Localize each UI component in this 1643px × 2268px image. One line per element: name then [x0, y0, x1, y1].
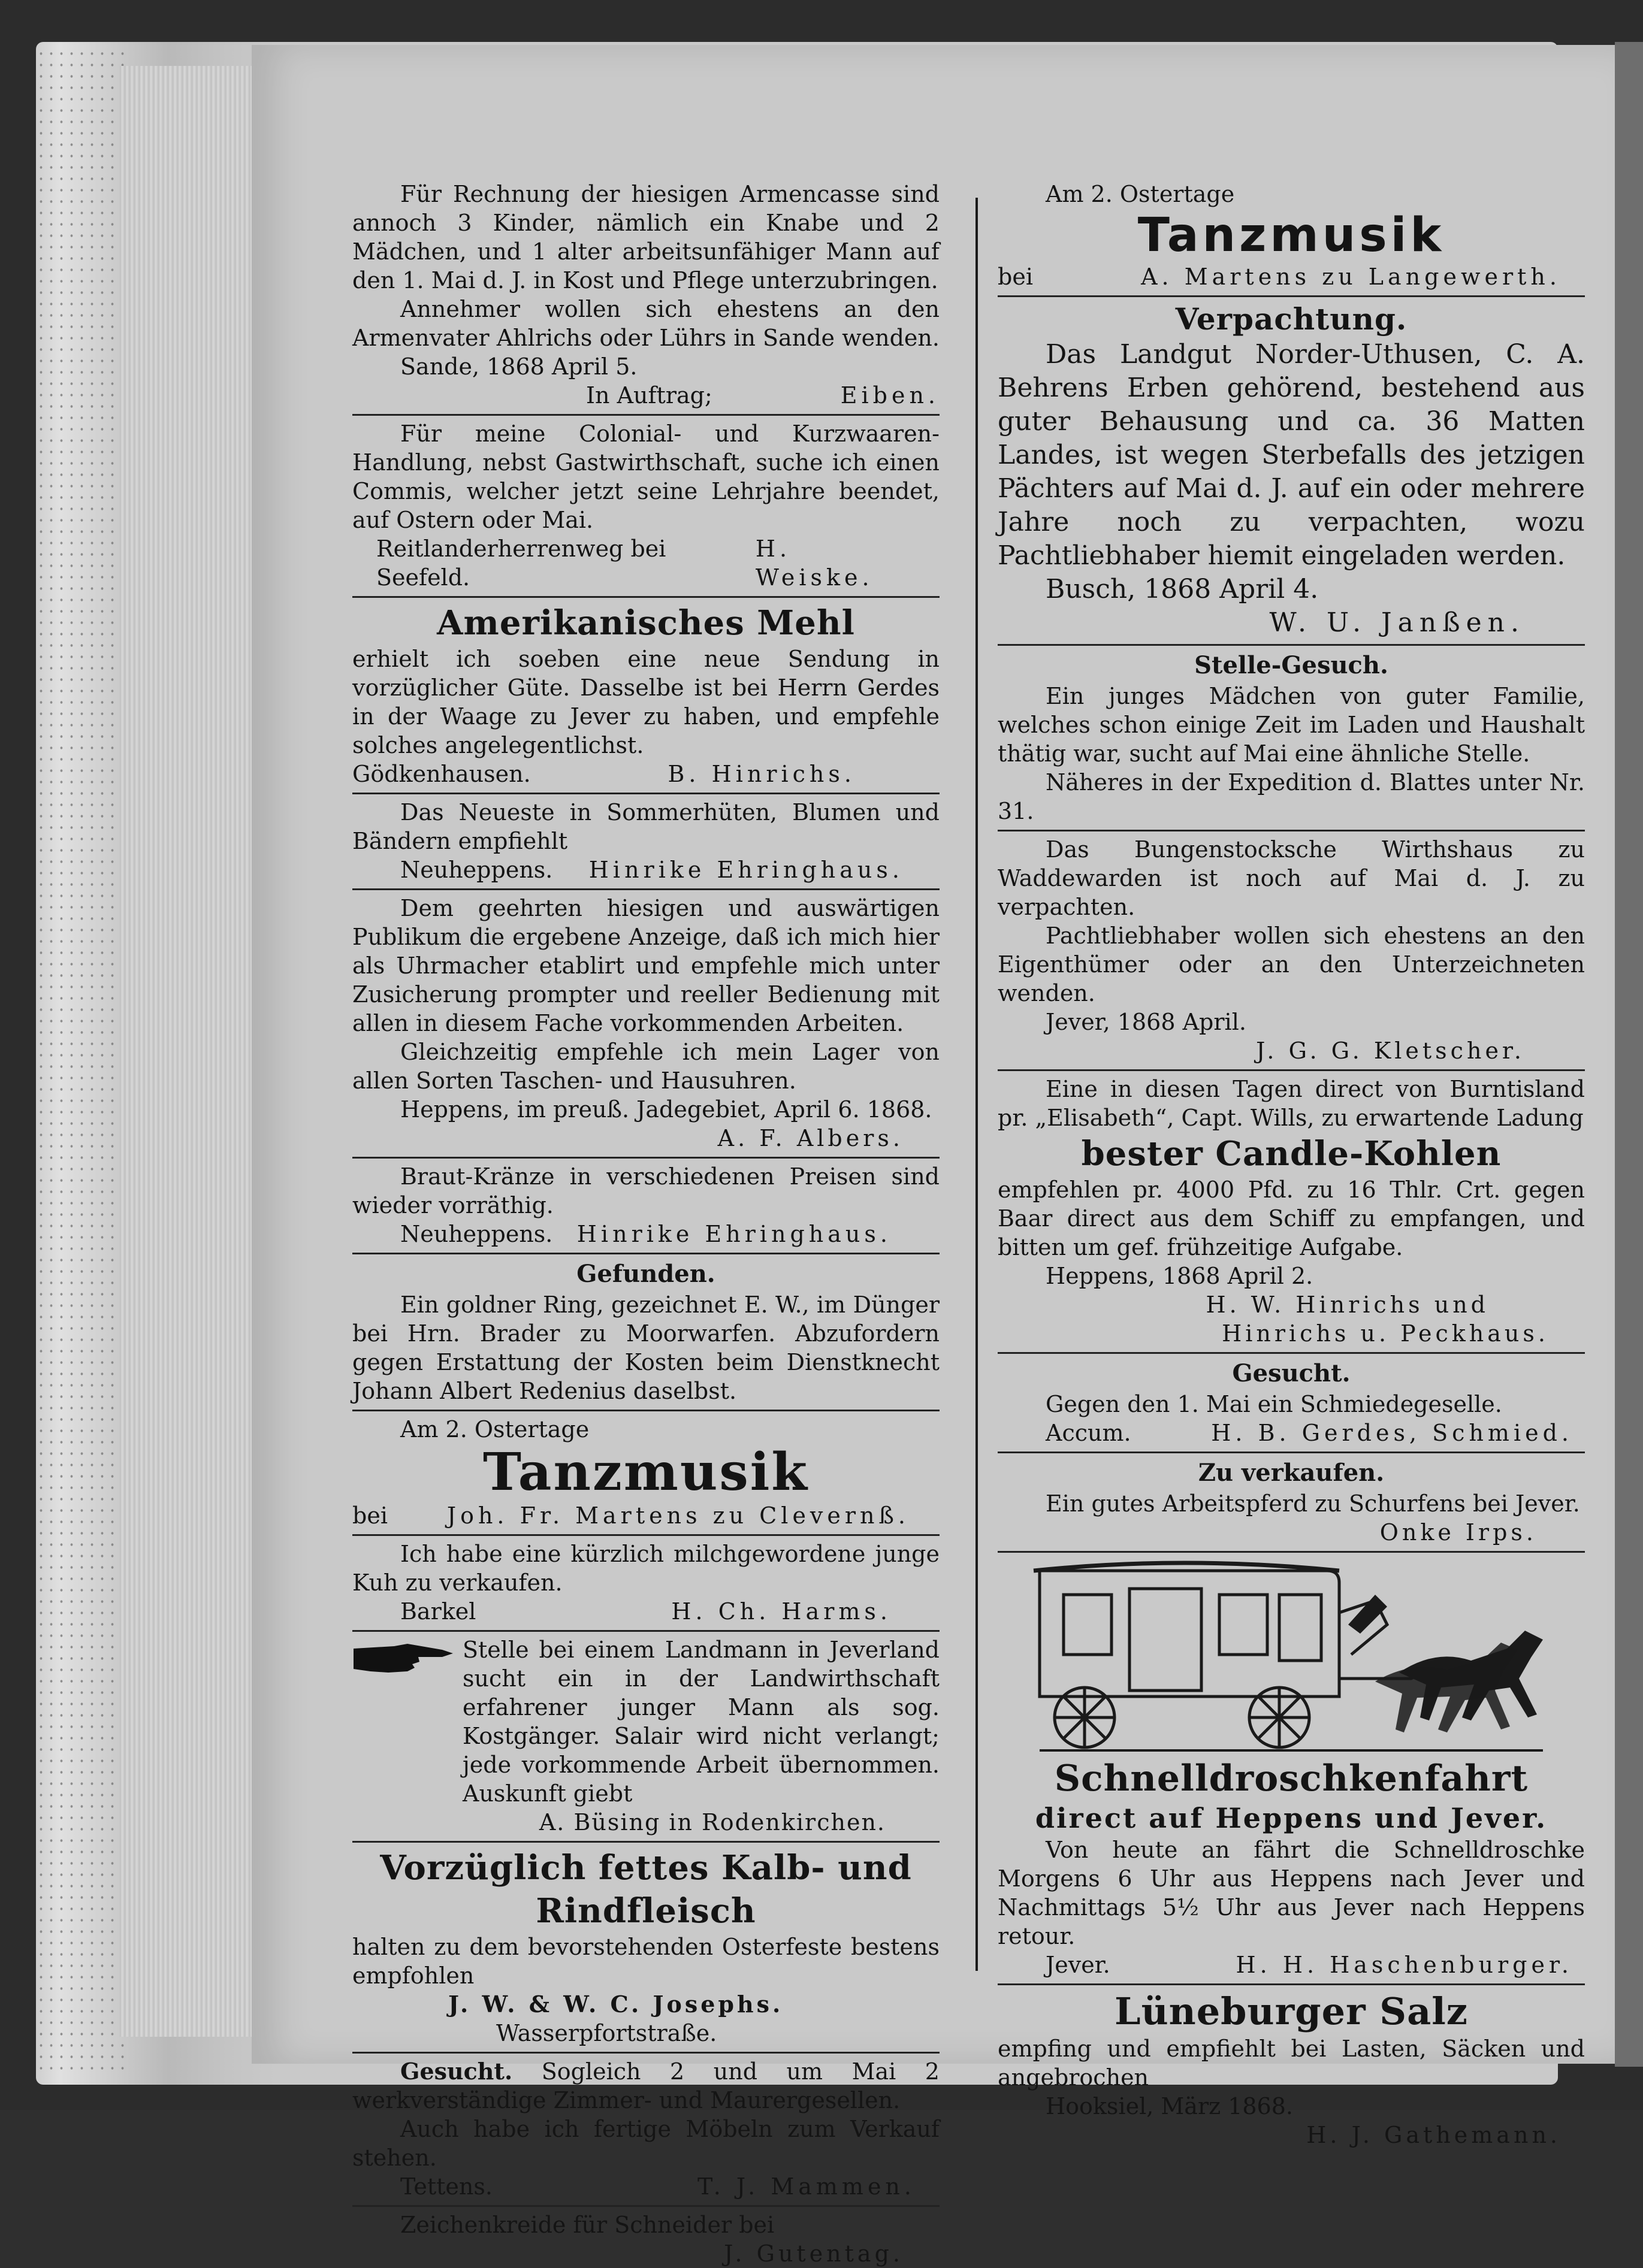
ad-heading: Gesucht.: [400, 2058, 513, 2085]
ad-rindfleisch: [352, 1846, 940, 2048]
ad-subheading: direct auf Heppens und Jever.: [1035, 1802, 1548, 1834]
ad-text: erhielt ich soeben eine neue Sendung in vorzüglicher Güte. Dasselbe ist bei Herrn Gerdes in der Waage zu Jever zu haben, und empfehle solches angelegentlichst.: [352, 646, 940, 758]
separator-rule: [352, 793, 940, 794]
ad-text: [352, 2057, 940, 2115]
ad-schnelldroschkenfahrt: [998, 1559, 1585, 1979]
ad-place: Reitlanderherrenweg bei Seefeld.: [376, 536, 666, 591]
ad-heading: Tanzmusik: [1137, 208, 1445, 262]
ad-text: Ein goldner Ring, gezeichnet E. W., im Dünger bei Hrn. Brader zu Moorwarfen. Abzufordern gegen Erstattung der Kosten beim Dienstknecht Johann Albert Redenius daselbst.: [352, 1292, 940, 1404]
separator-rule: [352, 2052, 940, 2054]
ad-sommerhuete: [352, 798, 940, 884]
ad-place: Barkel: [400, 1598, 476, 1625]
ad-signature-row: [352, 381, 940, 410]
ad-text: Gegen den 1. Mai ein Schmiedegeselle.: [1046, 1391, 1502, 1417]
separator-rule: [998, 1451, 1585, 1453]
ad-text: Auch habe ich fertige Möbeln zum Verkauf stehen.: [352, 2116, 940, 2171]
ad-text: Für meine Colonial- und Kurzwaaren-Handlung, nebst Gastwirthschaft, suche ich einen Commis, welcher jetzt seine Lehrjahre beendet, auf Ostern oder Mai.: [352, 421, 940, 533]
signature: J. G. G. Kletscher.: [1256, 1038, 1525, 1064]
ad-date: Heppens, 1868 April 2.: [1046, 1263, 1313, 1289]
ad-date: Sande, 1868 April 5.: [400, 353, 638, 380]
ad-text: Braut-Kränze in verschiedenen Preisen sind wieder vorräthig.: [352, 1163, 940, 1218]
separator-rule: [352, 2205, 940, 2207]
ad-host-row: [998, 262, 1585, 291]
ad-text: Annehmer wollen sich ehestens an den Armenvater Ahlrichs oder Lührs in Sande wenden.: [352, 296, 940, 351]
ad-armencasse: [352, 180, 940, 410]
separator-rule: [998, 830, 1585, 831]
separator-rule: [352, 596, 940, 598]
horse-carriage-illustration: [1016, 1559, 1567, 1756]
ad-signature-row: [352, 534, 940, 592]
ad-text: Eine in diesen Tagen direct von Burntisland pr. „Elisabeth“, Capt. Wills, zu erwartende Ladung: [998, 1076, 1585, 1131]
book-right-edge: [1615, 42, 1643, 2067]
separator-rule: [352, 1841, 940, 1843]
ad-kuh: [352, 1540, 940, 1626]
signature: Hinrike Ehringhaus.: [588, 857, 904, 883]
ad-commis: [352, 419, 940, 592]
ad-signature-row: [998, 1419, 1585, 1447]
separator-rule: [352, 888, 940, 890]
separator-rule: [352, 1157, 940, 1159]
separator-rule: [352, 414, 940, 416]
ad-text: Von heute an fährt die Schnelldroschke Morgens 6 Uhr aus Heppens nach Jever und Nachmittags 5½ Uhr aus Jever nach Heppens retour.: [998, 1837, 1585, 1949]
ad-pretext: Am 2. Ostertage: [400, 1416, 590, 1443]
ad-text: Das Neueste in Sommerhüten, Blumen und Bändern empfiehlt: [352, 799, 940, 854]
ad-tanzmusik-langewerth: [998, 180, 1585, 291]
ad-signature-row: [352, 855, 940, 884]
ad-heading: Verpachtung.: [1175, 301, 1408, 337]
ad-kostgaenger: [352, 1635, 940, 1837]
host-name: Joh. Fr. Martens zu Clevernß.: [446, 1502, 910, 1529]
pointing-hand-icon: [352, 1640, 454, 1676]
ad-verpachtung: [998, 301, 1585, 640]
ad-text: Ich habe eine kürzlich milchgewordene junge Kuh zu verkaufen.: [352, 1541, 940, 1596]
ad-lueneburger-salz: [998, 1989, 1585, 2149]
ad-heading: Zu verkaufen.: [1198, 1459, 1385, 1487]
ad-text: empfehlen pr. 4000 Pfd. zu 16 Thlr. Crt. gegen Baar direct aus dem Schiff zu empfangen, und bitten um gef. frühzeitige Aufgabe.: [998, 1177, 1585, 1260]
ad-date: Jever, 1868 April.: [1046, 1009, 1246, 1035]
separator-rule: [998, 295, 1585, 297]
ad-heading: Vorzüglich fettes Kalb- und: [380, 1848, 912, 1888]
signature: J. Gutentag.: [724, 2240, 904, 2267]
signature-prefix: In Auftrag;: [586, 382, 712, 409]
ad-date: Heppens, im preuß. Jadegebiet, April 6. 1868.: [400, 1096, 932, 1123]
signature: H. J. Gathemann.: [1306, 2122, 1561, 2148]
ad-heading: bester Candle-Kohlen: [1081, 1134, 1502, 1174]
ad-brautkraenze: [352, 1162, 940, 1248]
ad-pretext: Am 2. Ostertage: [1046, 181, 1235, 207]
ad-gefunden: [352, 1258, 940, 1405]
separator-rule: [998, 1352, 1585, 1354]
ad-text: Pachtliebhaber wollen sich ehestens an den Eigenthümer oder an den Unterzeichneten wenden.: [998, 923, 1585, 1006]
signature: Hinrichs u. Peckhaus.: [1222, 1320, 1549, 1347]
ad-gesucht-gesellen: [352, 2057, 940, 2201]
ad-signature-row: [998, 1951, 1585, 1979]
bei-label: bei: [352, 1502, 388, 1529]
signature: A. Büsing in Rodenkirchen.: [539, 1809, 886, 1835]
ad-candle-kohlen: [998, 1075, 1585, 1348]
ad-signature-row: [352, 1597, 940, 1626]
ad-signature-row: [352, 1220, 940, 1248]
signature: B. Hinrichs.: [668, 761, 856, 787]
book-page-edges: [120, 66, 258, 2037]
separator-rule: [998, 1551, 1585, 1553]
left-column: [352, 180, 940, 2268]
ad-text: Stelle bei einem Landmann in Jeverland sucht ein in der Landwirthschaft erfahrener junger Mann als sog. Kostgänger. Salair wird nicht verlangt; jede vorkommende Arbeit übernommen. Auskunft giebt: [463, 1637, 940, 1807]
ad-heading: Amerikanisches Mehl: [437, 603, 855, 643]
ad-wirthshaus: [998, 835, 1585, 1065]
ad-host-row: [352, 1501, 940, 1530]
ad-signature-row: [352, 2172, 940, 2201]
ad-amerikanisches-mehl: [352, 601, 940, 788]
bei-label: bei: [998, 264, 1033, 290]
ad-text: Näheres in der Expedition d. Blattes unter Nr. 31.: [998, 769, 1585, 824]
signature: H. Weiske.: [755, 536, 874, 591]
ad-zu-verkaufen: [998, 1457, 1585, 1547]
ad-heading: Gesucht.: [1232, 1359, 1351, 1387]
ad-heading: Lüneburger Salz: [1114, 1989, 1469, 2033]
ad-stelle-gesuch: [998, 649, 1585, 825]
signature: Onke Irps.: [1379, 1519, 1537, 1546]
signature: T. J. Mammen.: [697, 2173, 916, 2200]
separator-rule: [352, 1253, 940, 1254]
ad-tanzmusik-clevernss: [352, 1415, 940, 1530]
ad-place: Neuheppens.: [400, 1221, 553, 1247]
separator-rule: [998, 644, 1585, 646]
signature: J. W. & W. C. Josephs.: [448, 1991, 784, 2018]
signature: H. H. Haschenburger.: [1236, 1952, 1573, 1978]
ad-place: Accum.: [1046, 1420, 1131, 1446]
ad-heading: Stelle-Gesuch.: [1194, 651, 1388, 679]
separator-rule: [352, 1630, 940, 1632]
ad-date: Busch, 1868 April 4.: [1046, 574, 1319, 604]
ad-heading: Tanzmusik: [482, 1442, 810, 1502]
column-divider: [975, 198, 978, 1971]
separator-rule: [998, 1069, 1585, 1071]
book-edge-speckle: [36, 48, 126, 2073]
signature: A. F. Albers.: [717, 1125, 904, 1151]
ad-text: Zeichenkreide für Schneider bei: [400, 2212, 775, 2238]
separator-rule: [352, 1534, 940, 1536]
ad-text: Für Rechnung der hiesigen Armencasse sind annoch 3 Kinder, nämlich ein Knabe und 2 Mädchen, und 1 alter arbeitsunfähiger Mann auf den 1. Mai d. J. in Kost und Pflege unterzubringen.: [352, 181, 940, 294]
ad-text: Das Bungenstocksche Wirthshaus zu Waddewarden ist noch auf Mai d. J. zu verpachten.: [998, 836, 1585, 920]
host-name: A. Martens zu Langewerth.: [1141, 264, 1561, 290]
ad-heading: Rindfleisch: [536, 1891, 756, 1931]
ad-text: Ein junges Mädchen von guter Familie, welches schon einige Zeit im Laden und Haushalt thätig war, sucht auf Mai eine ähnliche Stelle.: [998, 683, 1585, 767]
signature: H. W. Hinrichs und: [1206, 1292, 1489, 1318]
ad-text-body: Sogleich 2 und um Mai 2 werkverständige Zimmer- und Maurergesellen.: [352, 2058, 940, 2113]
ad-heading: Gefunden.: [576, 1260, 715, 1288]
ad-place: Tettens.: [400, 2173, 493, 2200]
signature: Hinrike Ehringhaus.: [576, 1221, 892, 1247]
ad-date: Hooksiel, März 1868.: [1046, 2093, 1293, 2119]
ad-street: Wasserpfortstraße.: [496, 2020, 717, 2046]
ad-place: Neuheppens.: [400, 857, 553, 883]
separator-rule: [352, 1410, 940, 1411]
ad-gesucht-schmied: [998, 1357, 1585, 1447]
ad-body: [352, 1635, 940, 1808]
ad-uhrmacher: [352, 894, 940, 1153]
separator-rule: [998, 1983, 1585, 1985]
ad-text: empfing und empfiehlt bei Lasten, Säcken und angebrochen: [998, 2036, 1585, 2091]
ad-text: halten zu dem bevorstehenden Osterfeste bestens empfohlen: [352, 1934, 940, 1989]
ad-place: Jever.: [1046, 1952, 1110, 1978]
ad-place: Gödkenhausen.: [352, 761, 531, 787]
signature: W. U. Janßen.: [1269, 607, 1525, 638]
ad-signature-row: [352, 760, 940, 788]
ad-text: Dem geehrten hiesigen und auswärtigen Publikum die ergebene Anzeige, daß ich mich hier als Uhrmacher etablirt und empfehle mich unter Zusicherung prompter und reeller Bedienung mit allen in diesem Fache vorkommenden Arbeiten.: [352, 895, 940, 1036]
ad-heading: Schnelldroschkenfahrt: [1054, 1758, 1529, 1800]
ad-zeichenkreide: [352, 2210, 940, 2268]
ad-text: Das Landgut Norder-Uthusen, C. A. Behrens Erben gehörend, bestehend aus guter Behausung und ca. 36 Matten Landes, ist wegen Sterbefalls des jetzigen Pächters auf Mai d. J. auf ein oder mehrere Jahre noch zu verpachten, wozu Pachtliebhaber hiemit eingeladen werden.: [998, 339, 1585, 571]
right-column: [998, 180, 1585, 2149]
ad-text: Ein gutes Arbeitspferd zu Schurfens bei Jever.: [1046, 1490, 1580, 1517]
ad-text: Gleichzeitig empfehle ich mein Lager von allen Sorten Taschen- und Hausuhren.: [352, 1039, 940, 1094]
signature: H. Ch. Harms.: [671, 1598, 892, 1625]
signature: Eiben.: [840, 382, 940, 409]
signature: H. B. Gerdes, Schmied.: [1211, 1420, 1573, 1446]
